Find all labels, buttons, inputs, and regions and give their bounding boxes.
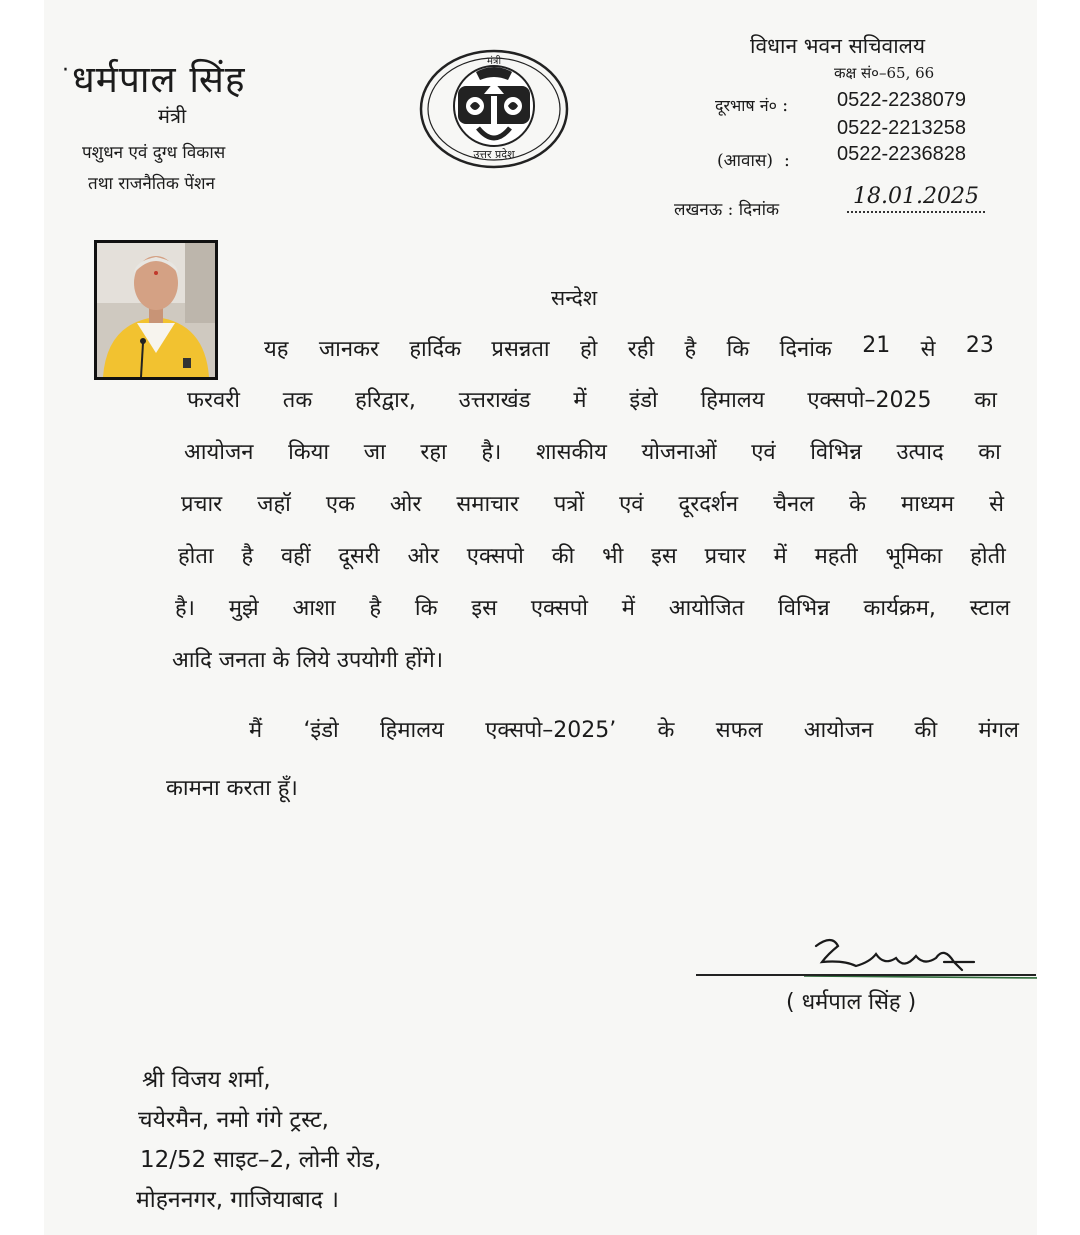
emblem-top-text: मंत्री	[486, 56, 502, 67]
minister-photo	[94, 240, 218, 380]
signature-line	[696, 974, 1036, 976]
letter-page	[44, 0, 1037, 1235]
recipient-line-1: श्री विजय शर्मा,	[142, 1067, 271, 1093]
message-line-5: होता है वहीं दूसरी ओर एक्सपो की भी इस प्रचार में महती भूमिका होती	[178, 544, 1006, 569]
recipient-line-2: चयेरमैन, नमो गंगे ट्रस्ट,	[138, 1107, 329, 1133]
message-line-3: आयोजन किया जा रहा है। शासकीय योजनाओं एवं विभिन्न उत्पाद का	[184, 440, 1001, 465]
tick-mark: ·	[62, 58, 69, 83]
message-line-9: कामना करता हूँ।	[166, 776, 298, 801]
message-line-1: यह जानकर हार्दिक प्रसन्नता हो रही है कि दिनांक 21 से 23	[264, 333, 994, 362]
up-government-emblem-icon	[418, 48, 571, 170]
message-line-8: मैं ‘इंडो हिमालय एक्सपो–2025’ के सफल आयोजन की मंगल	[249, 718, 1019, 743]
recipient-line-3: 12/52 साइट–2, लोनी रोड,	[140, 1147, 382, 1173]
minister-designation: मंत्री	[158, 104, 187, 128]
phone-label: दूरभाष नं० :	[715, 95, 789, 116]
phone-number-1: 0522-2238079	[837, 89, 967, 111]
date-value: 18.01.2025	[847, 184, 985, 213]
residence-label: (आवास) :	[717, 150, 790, 171]
department-line-1: पशुधन एवं दुग्ध विकास	[82, 143, 226, 163]
minister-name: धर्मपाल सिंह	[72, 58, 246, 101]
emblem-bottom-text: उत्तर प्रदेश	[473, 148, 515, 161]
recipient-line-4: मोहननगर, गाजियाबाद ।	[136, 1187, 339, 1213]
room-number: कक्ष सं०–65, 66	[834, 64, 935, 82]
portrait-image-icon	[97, 243, 215, 377]
office-name: विधान भवन सचिवालय	[750, 34, 926, 58]
phone-number-2: 0522-2213258	[837, 117, 967, 139]
message-line-6: है। मुझे आशा है कि इस एक्सपो में आयोजित विभिन्न कार्यक्रम, स्टाल	[175, 596, 1010, 621]
phone-number-3: 0522-2236828	[837, 143, 967, 165]
message-line-4: प्रचार जहॉ एक ओर समाचार पत्रों एवं दूरदर्शन चैनल के माध्यम से	[181, 492, 1004, 517]
message-heading: सन्देश	[551, 286, 598, 310]
date-label: लखनऊ : दिनांक	[674, 200, 780, 220]
message-line-2: फरवरी तक हरिद्वार, उत्तराखंड में इंडो हिमालय एक्सपो–2025 का	[187, 388, 997, 413]
signatory-name: ( धर्मपाल सिंह )	[786, 990, 917, 1015]
message-line-7: आदि जनता के लिये उपयोगी होंगे।	[172, 648, 444, 673]
department-line-2: तथा राजनैतिक पेंशन	[88, 174, 215, 194]
